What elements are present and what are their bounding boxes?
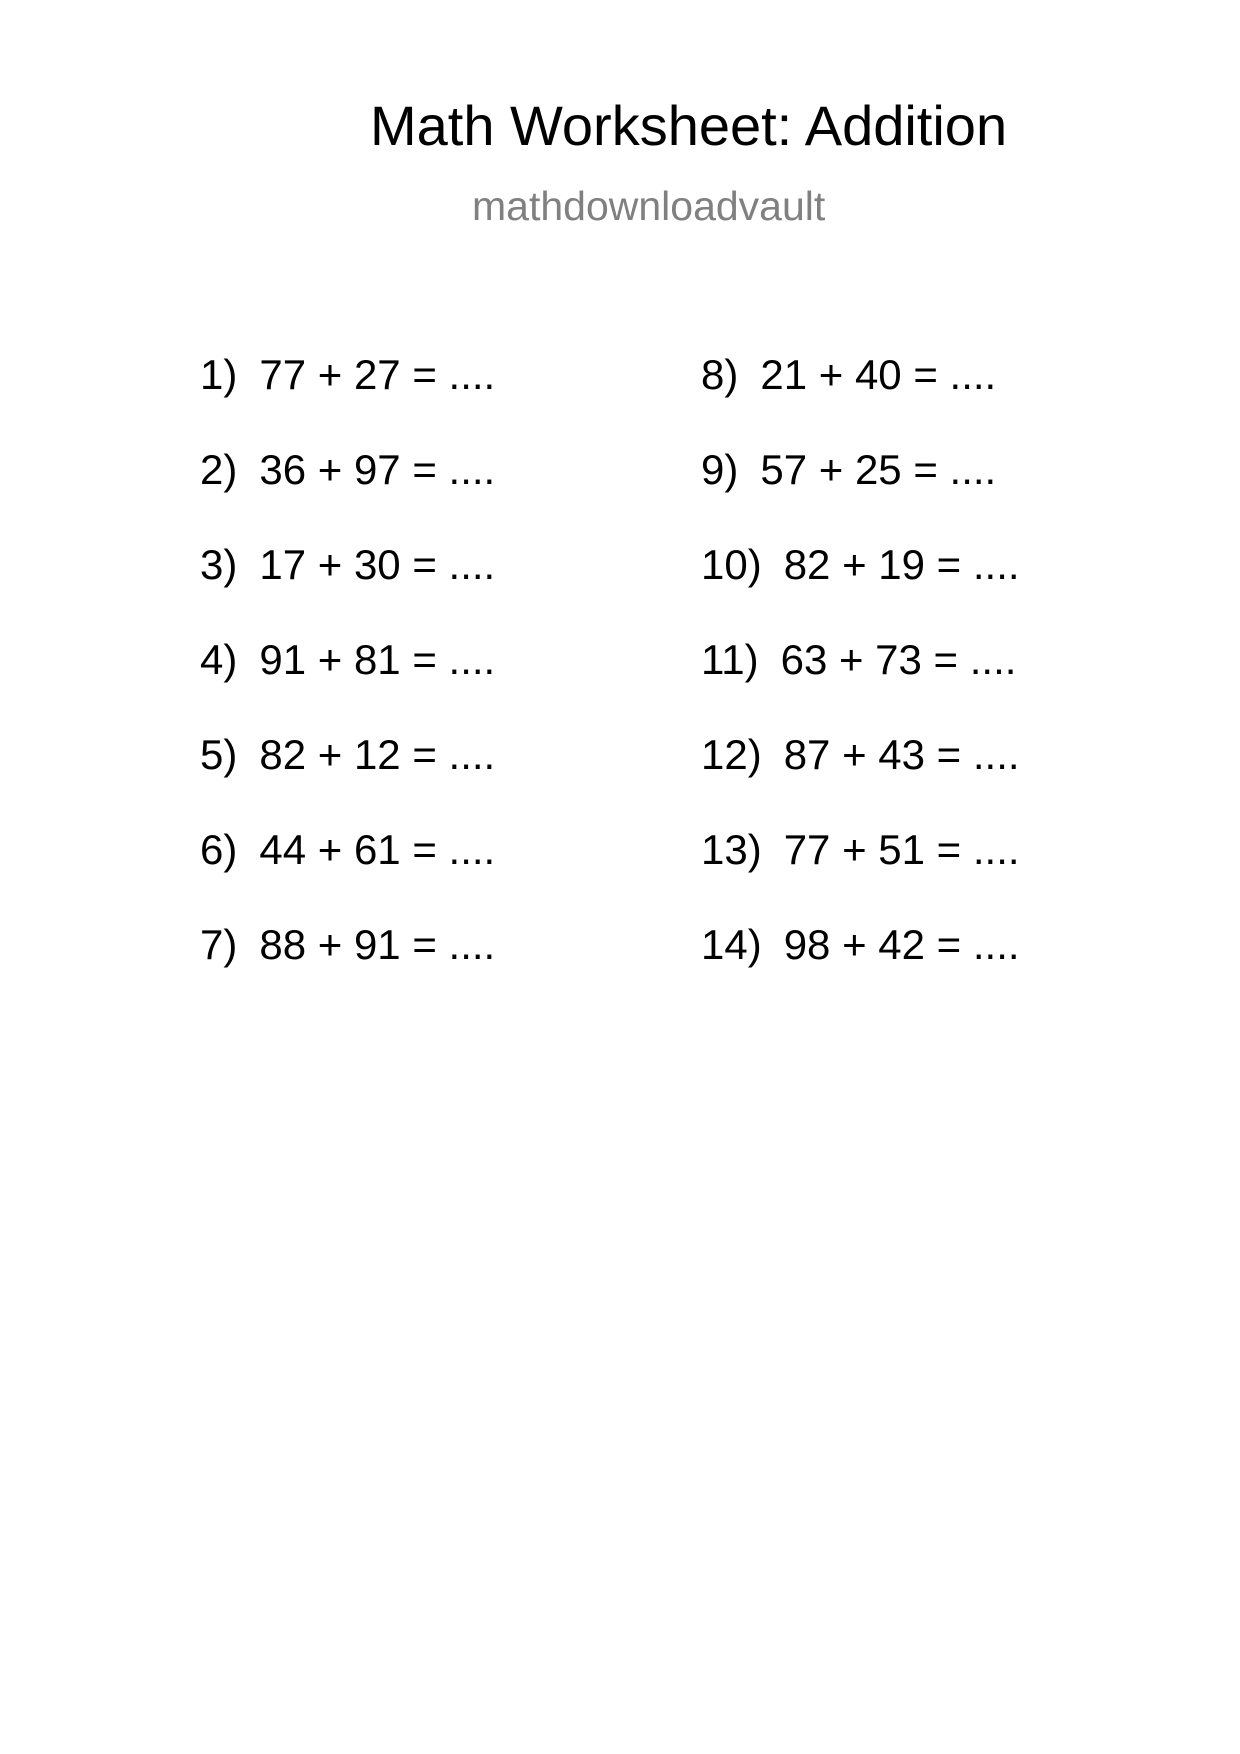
problem-number: 5) (200, 731, 238, 778)
problem-expression: 77 + 27 = .... (259, 351, 496, 398)
problem-12 (701, 731, 1020, 829)
problem-expression: 88 + 91 = .... (259, 921, 496, 968)
problem-2 (200, 446, 496, 544)
problem-number: 3) (200, 541, 238, 588)
problem-expression: 82 + 19 = .... (783, 541, 1020, 588)
problem-9 (701, 446, 1020, 544)
problem-number: 10) (701, 541, 762, 588)
problem-4 (200, 636, 496, 734)
problem-expression: 77 + 51 = .... (783, 826, 1020, 873)
problem-7 (200, 921, 496, 1019)
problem-number: 11) (701, 636, 759, 683)
problem-11 (701, 636, 1020, 734)
problem-expression: 91 + 81 = .... (259, 636, 496, 683)
problem-expression: 17 + 30 = .... (259, 541, 496, 588)
worksheet-title: Math Worksheet: Addition (370, 94, 1008, 157)
problem-8 (701, 351, 1020, 449)
problem-number: 4) (200, 636, 238, 683)
problem-6 (200, 826, 496, 924)
problem-expression: 36 + 97 = .... (259, 446, 496, 493)
problem-number: 12) (701, 731, 762, 778)
problem-number: 1) (200, 351, 238, 398)
problem-expression: 87 + 43 = .... (783, 731, 1020, 778)
problem-expression: 82 + 12 = .... (259, 731, 496, 778)
problem-number: 2) (200, 446, 238, 493)
problem-expression: 98 + 42 = .... (783, 921, 1020, 968)
problem-number: 14) (701, 921, 762, 968)
problem-14 (701, 921, 1020, 1019)
problem-5 (200, 731, 496, 829)
problem-13 (701, 826, 1020, 924)
problem-expression: 57 + 25 = .... (760, 446, 997, 493)
problem-number: 13) (701, 826, 762, 873)
problem-number: 7) (200, 921, 238, 968)
problem-column-right (701, 351, 1020, 1019)
problem-number: 9) (701, 446, 739, 493)
problem-expression: 63 + 73 = .... (780, 636, 1017, 683)
problem-expression: 44 + 61 = .... (259, 826, 496, 873)
problem-1 (200, 351, 496, 449)
problem-column-left (200, 351, 496, 1019)
problem-10 (701, 541, 1020, 639)
worksheet-source: mathdownloadvault (472, 183, 826, 229)
problem-number: 8) (701, 351, 739, 398)
problem-number: 6) (200, 826, 238, 873)
problem-3 (200, 541, 496, 639)
problem-expression: 21 + 40 = .... (760, 351, 997, 398)
